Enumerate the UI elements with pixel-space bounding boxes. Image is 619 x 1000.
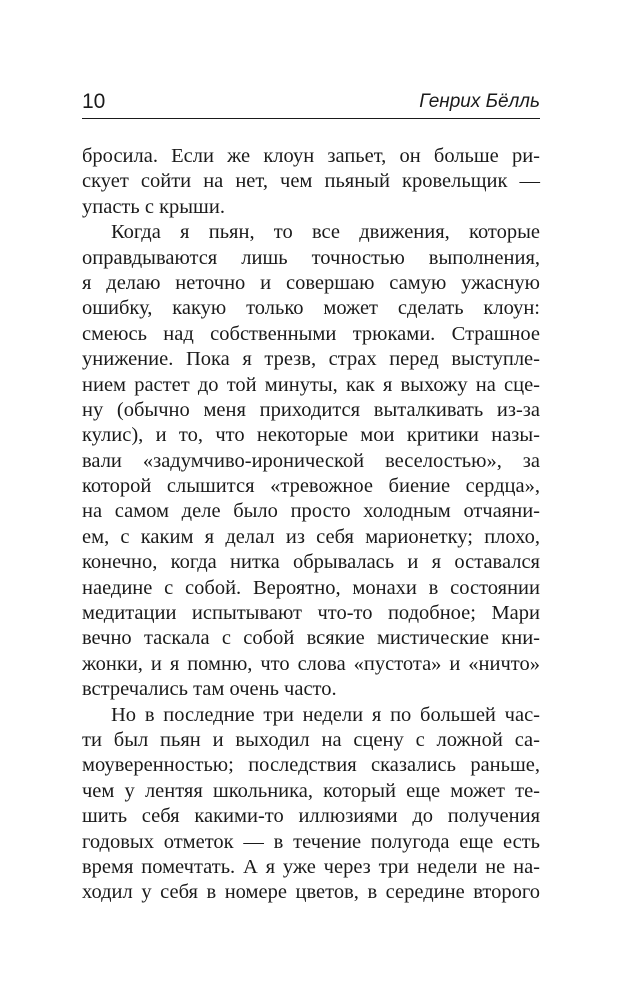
header-rule xyxy=(82,118,540,119)
text-line: Когда я пьян, то все движения, которые xyxy=(111,221,540,244)
text-line: бросила. Если же клоун запьет, он больше ри- xyxy=(82,145,540,167)
running-header xyxy=(82,88,540,116)
text-line: унижение. Пока я трезв, страх перед выступле- xyxy=(82,348,540,371)
text-line: шить себя какими-то иллюзиями до получения xyxy=(82,805,540,828)
text-line: которой слышится «тревожное биение сердца», xyxy=(82,475,540,498)
text-line: Но в последние три недели я по большей час- xyxy=(111,703,540,726)
text-line: упасть с крыши. xyxy=(82,195,225,218)
text-line: наедине с собой. Вероятно, монахи в состоянии xyxy=(82,576,540,599)
text-line: встречались там очень часто. xyxy=(82,678,337,701)
text-line: кулис), и то, что некоторые мои критики назы- xyxy=(82,424,540,447)
body-text xyxy=(82,144,540,906)
text-line: время помечтать. А я уже через три недели не на- xyxy=(82,855,540,878)
text-line: я делаю неточно и совершаю самую ужасную xyxy=(82,271,540,294)
text-line: смеюсь над собственными трюками. Страшное xyxy=(82,322,540,345)
running-head-author: Генрих Бёлль xyxy=(419,91,540,112)
text-line: медитации испытывают что-то подобное; Мари xyxy=(82,602,540,625)
text-line: вали «задумчиво-иронической веселостью», за xyxy=(82,449,540,472)
text-line: конечно, когда нитка обрывалась и я оставался xyxy=(82,551,540,574)
text-line: ем, с каким я делал из себя марионетку; плохо, xyxy=(82,525,540,548)
text-line: годовых отметок — в течение полугода еще есть xyxy=(82,830,540,853)
text-line: жонки, и я помню, что слова «пустота» и «ничто» xyxy=(82,652,540,675)
text-line: ходил у себя в номере цветов, в середине второго xyxy=(82,881,540,904)
text-line: вечно таскала с собой всякие мистические кни- xyxy=(82,627,540,650)
text-line: оправдываются лишь точностью выполнения, xyxy=(82,246,540,269)
text-line: скует сойти на нет, чем пьяный кровельщик — xyxy=(82,170,540,193)
text-line: чем у лентяя школьника, который еще может те- xyxy=(82,779,540,802)
paragraph xyxy=(82,144,540,220)
text-line: ти был пьян и выходил на сцену с ложной са- xyxy=(82,728,540,751)
text-line: ну (обычно меня приходится выталкивать из-за xyxy=(82,398,540,421)
text-line: нием растет до той минуты, как я выхожу на сце- xyxy=(82,373,540,396)
paragraph xyxy=(82,703,540,906)
text-line: на самом деле было просто холодным отчаяни- xyxy=(82,500,540,523)
paragraph xyxy=(82,220,540,702)
text-line: моуверенностью; последствия сказались раньше, xyxy=(82,754,540,777)
page-number: 10 xyxy=(82,90,106,113)
text-line: ошибку, какую только может сделать клоун: xyxy=(82,297,540,320)
